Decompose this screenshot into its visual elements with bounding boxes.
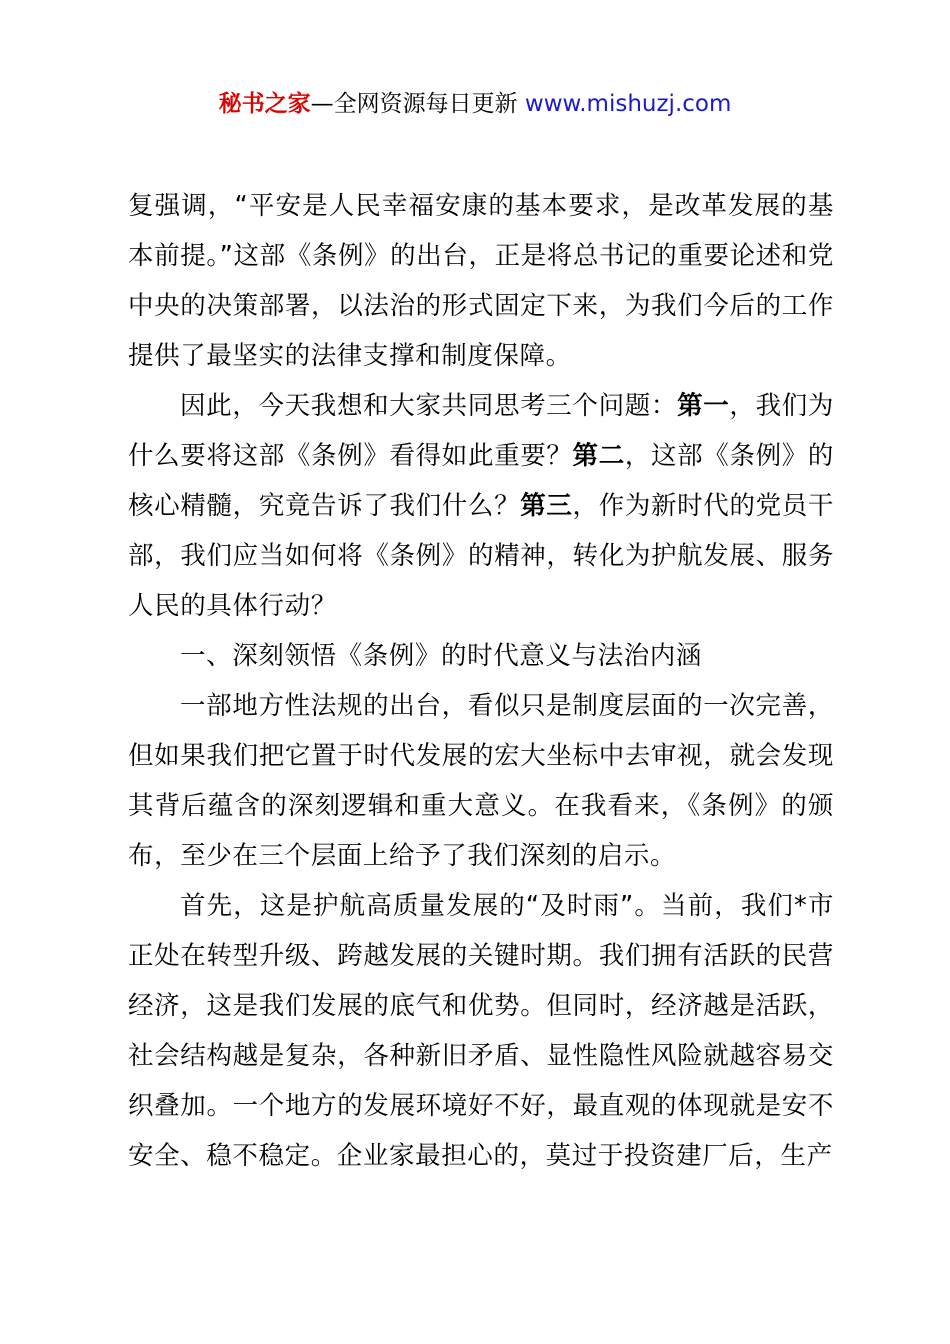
paragraph-text: ，这部《条例》的核心精髓，究竟告诉了我们什么？ <box>128 441 835 521</box>
section-heading: 一、深刻领悟《条例》的时代意义与法治内涵 <box>180 641 703 671</box>
site-url-link[interactable]: www.mishuzj.com <box>524 91 732 117</box>
paragraph-text: ，作为新时代的党员干部，我们应当如何将《条例》的精神，转化为护航发展、服务人民的具体行动？ <box>128 491 834 621</box>
paragraph-significance: 一部地方性法规的出台，看似只是制度层面的一次完善，但如果我们把它置于时代发展的宏大坐标中去审视，就会发现其背后蕴含的深刻逻辑和重大意义。在我看来，《条例》的颁布，至少在三个层面上给予了我们深刻的启示。 <box>128 691 834 871</box>
paragraph-text: ，我们为什么要将这部《条例》看得如此重要？ <box>128 391 834 471</box>
paragraph-first-point: 首先，这是护航高质量发展的“及时雨”。当前，我们*市正处在转型升级、跨越发展的关键时期。我们拥有活跃的民营经济，这是我们发展的底气和优势。但同时，经济越是活跃，社会结构越是复杂，各种新旧矛盾、显性隐性风险就越容易交织叠加。一个地方的发展环境好不好，最直观的体现就是安不安全、稳不稳定。企业家最担心的，莫过于投资建厂后，生产 <box>128 891 834 1171</box>
page-header <box>0 86 950 122</box>
header-tagline: —全网资源每日更新 <box>310 91 525 117</box>
bold-marker-first: 第一 <box>677 391 730 421</box>
paragraph-text: 因此，今天我想和大家共同思考三个问题： <box>180 391 678 421</box>
bold-marker-third: 第三 <box>520 491 573 521</box>
document-body <box>128 181 834 1181</box>
paragraph-three-questions <box>128 381 834 631</box>
brand-name: 秘书之家 <box>218 91 311 117</box>
paragraph-continuation: 复强调，“平安是人民幸福安康的基本要求，是改革发展的基本前提。”这部《条例》的出台，正是将总书记的重要论述和党中央的决策部署，以法治的形式固定下来，为我们今后的工作提供了最坚实的法律支撑和制度保障。 <box>128 191 834 371</box>
bold-marker-second: 第二 <box>572 441 625 471</box>
